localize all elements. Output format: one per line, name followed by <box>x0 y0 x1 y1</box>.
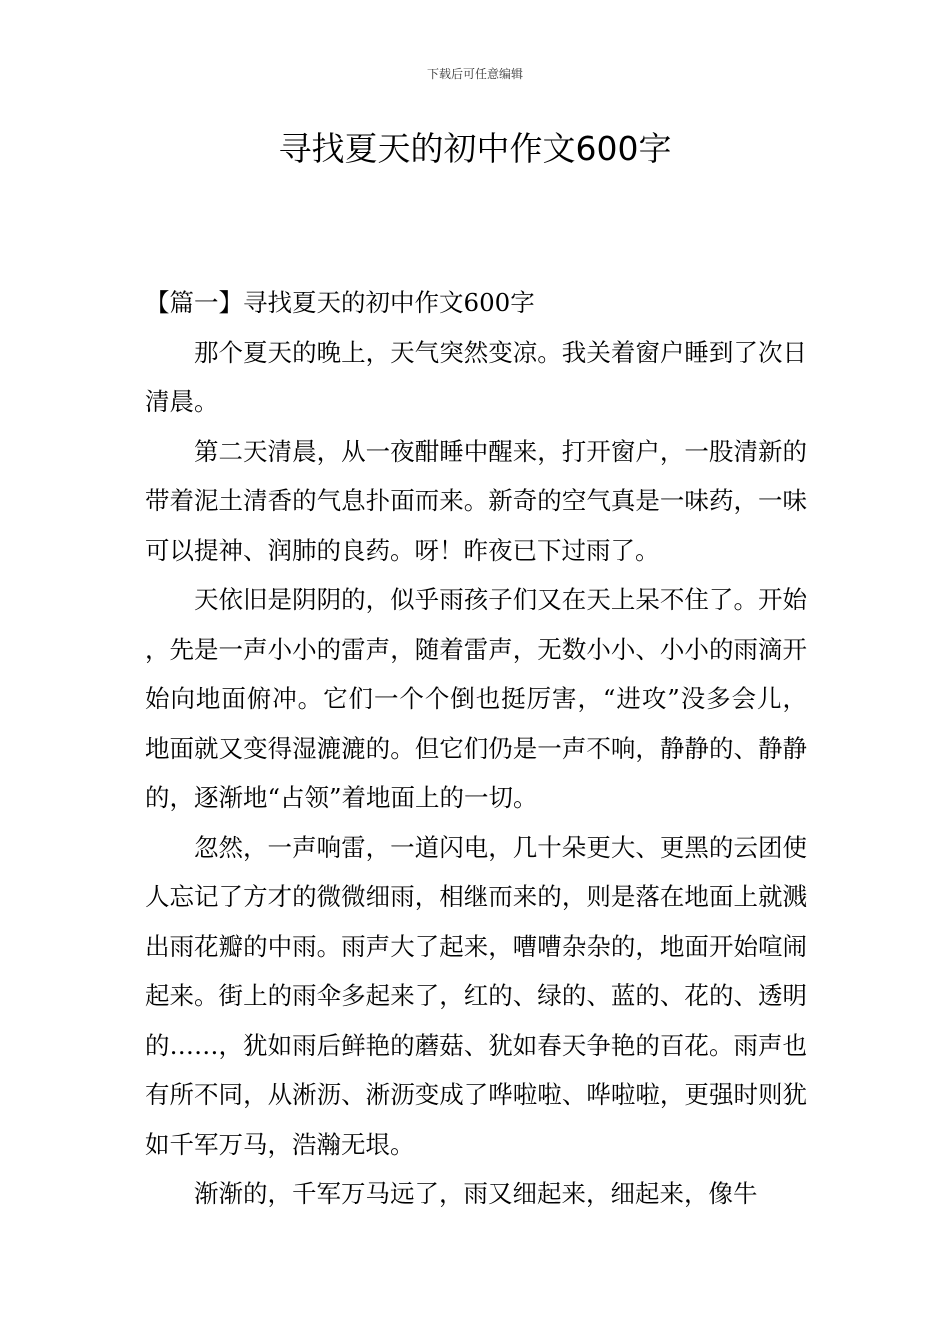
section-heading: 【篇一】寻找夏天的初中作文600字 <box>145 288 535 317</box>
paragraph: 天依旧是阴阴的，似乎雨孩子们又在天上呆不住了。开始，先是一声小小的雷声，随着雷声，无数小小、小小的雨滴开始向地面俯冲。它们一个个倒也挺厉害，“进攻”没多会儿，地面就又变得湿漉漉的。但它们仍是一声不响，静静的、静静的，逐渐地“占领”着地面上的一切。 <box>145 585 807 812</box>
page-title: 寻找夏天的初中作文600字 <box>278 129 672 168</box>
paragraph: 第二天清晨，从一夜酣睡中醒来，打开窗户，一股清新的带着泥土清香的气息扑面而来。新奇的空气真是一味药，一味可以提神、润肺的良药。呀！昨夜已下过雨了。 <box>145 436 807 565</box>
article-body <box>145 278 807 1219</box>
paragraph: 那个夏天的晚上，天气突然变凉。我关着窗户睡到了次日清晨。 <box>145 337 807 416</box>
header-note: 下载后可任意编辑 <box>426 67 523 81</box>
paragraph: 渐渐的，千军万马远了，雨又细起来，细起来，像牛 <box>194 1179 758 1208</box>
paragraph: 忽然，一声响雷，一道闪电，几十朵更大、更黑的云团使人忘记了方才的微微细雨，相继而来的，则是落在地面上就溅出雨花瓣的中雨。雨声大了起来，嘈嘈杂杂的，地面开始喧闹起来。街上的雨伞多起来了，红的、绿的、蓝的、花的、透明的……，犹如雨后鲜艳的蘑菇、犹如春天争艳的百花。雨声也有所不同，从淅沥、淅沥变成了哗啦啦、哗啦啦，更强时则犹如千军万马，浩瀚无垠。 <box>145 832 807 1159</box>
